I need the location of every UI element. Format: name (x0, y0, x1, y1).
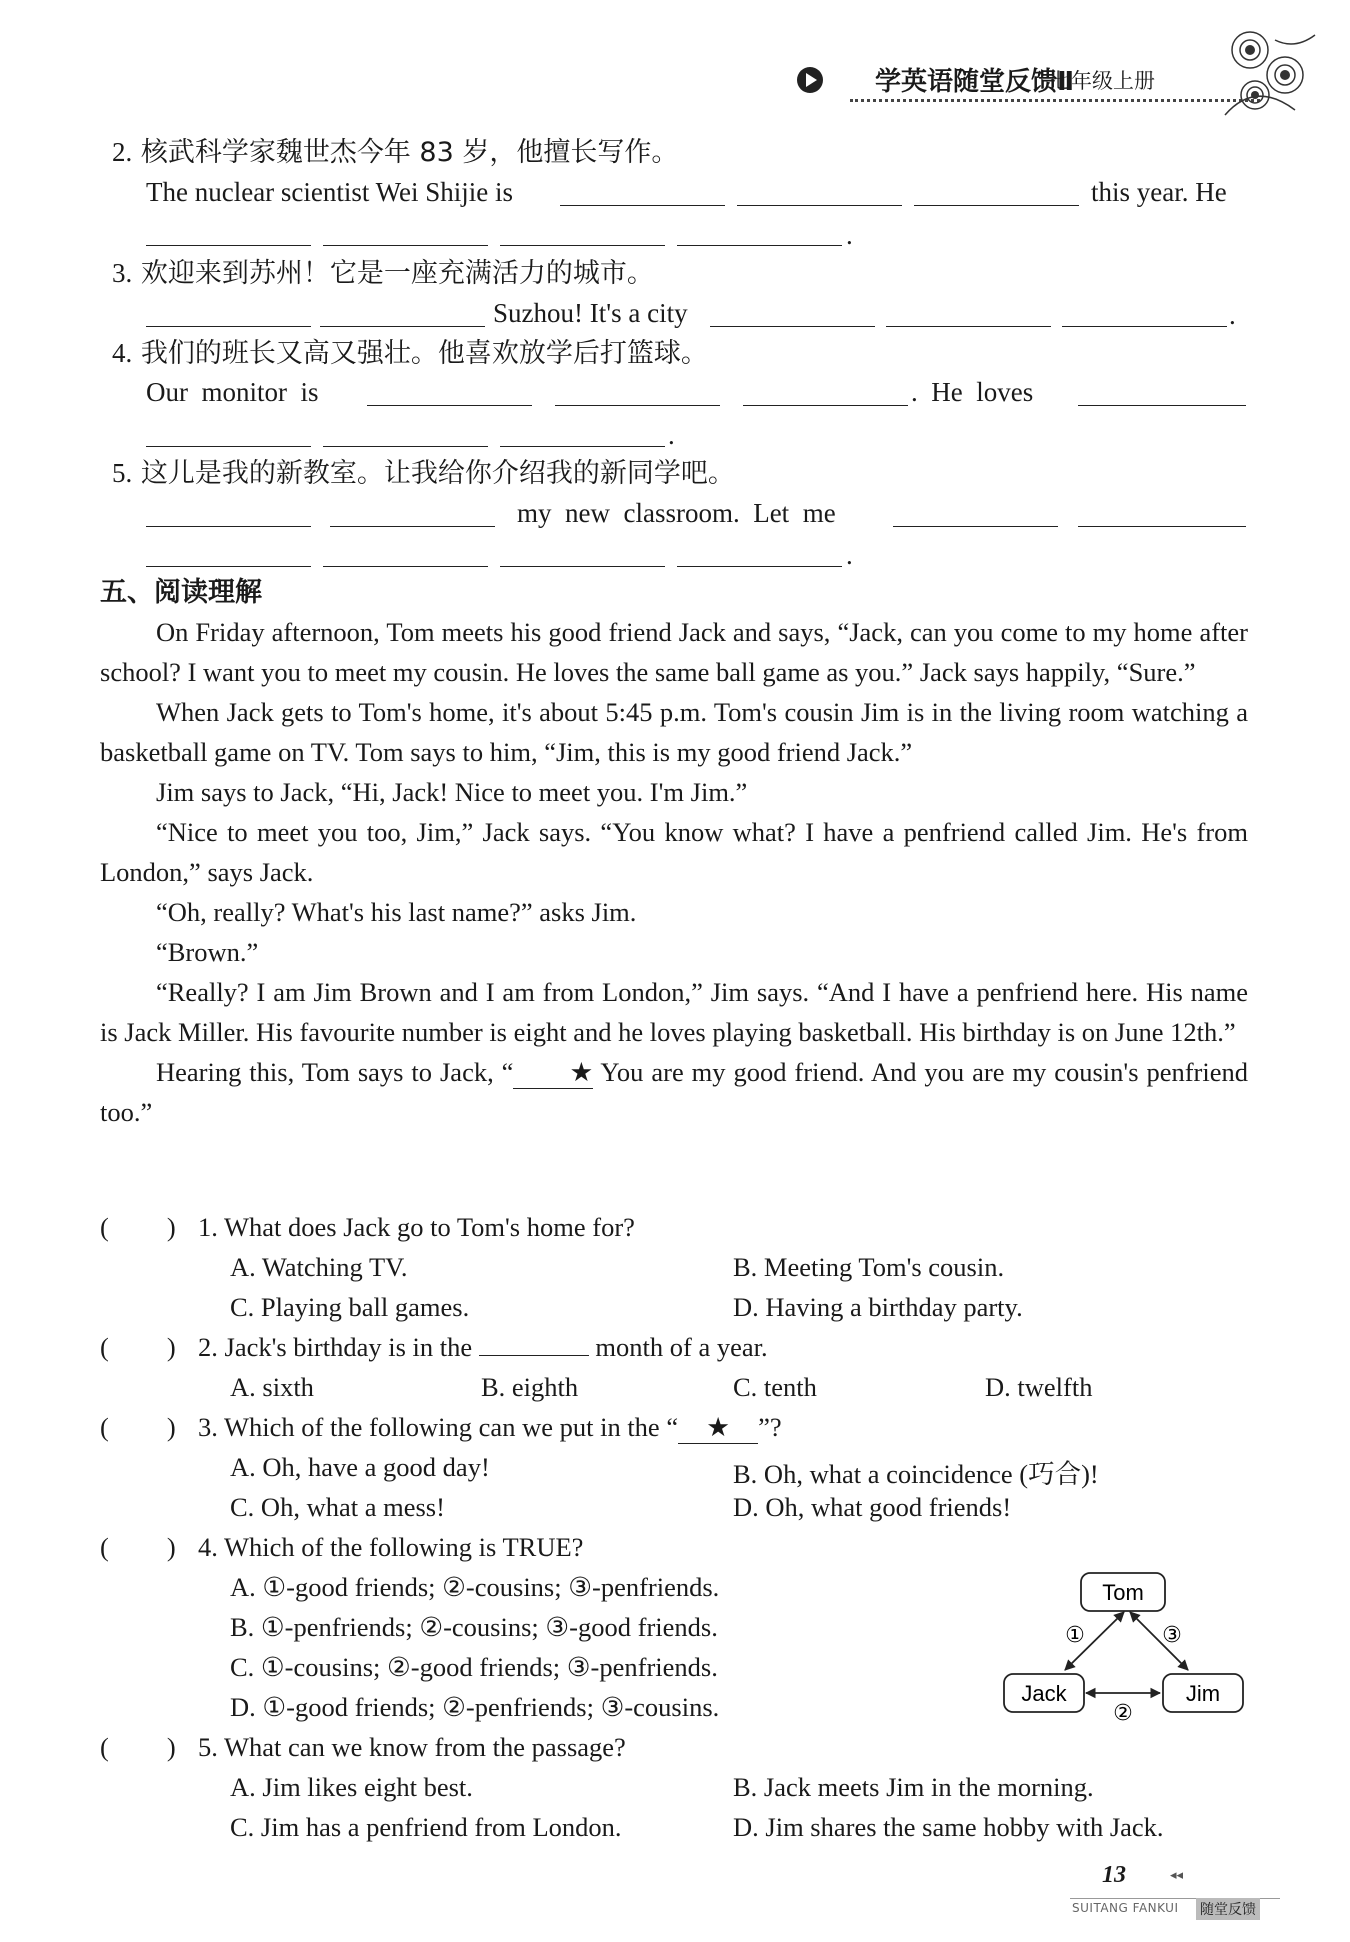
answer-blank[interactable] (677, 566, 842, 567)
translation-5-chinese: 5. 这儿是我的新教室。让我给你介绍我的新同学吧。 (112, 458, 735, 489)
play-icon (795, 65, 825, 95)
q3-option-b[interactable]: B. Oh, what a coincidence (巧合)! (733, 1459, 1099, 1489)
page-footer (1070, 1862, 1280, 1922)
answer-paren[interactable]: ( ) (100, 1212, 176, 1242)
q2-option-b[interactable]: B. eighth (481, 1372, 579, 1402)
translation-4-english-prefix: Our monitor is (146, 377, 319, 407)
period: . (846, 220, 853, 250)
page-number: 13 (1102, 1862, 1126, 1888)
question-3-stem: 3. Which of the following can we put in the “ ★ ”? (198, 1412, 782, 1443)
answer-blank[interactable] (146, 566, 311, 567)
answer-blank[interactable] (710, 326, 875, 327)
q5-option-d[interactable]: D. Jim shares the same hobby with Jack. (733, 1812, 1164, 1842)
q2-option-d[interactable]: D. twelfth (985, 1372, 1093, 1402)
q2-option-a[interactable]: A. sixth (230, 1372, 314, 1402)
star-icon: ★ (569, 1057, 594, 1088)
answer-blank[interactable] (323, 245, 488, 246)
passage-paragraph: “Oh, really? What's his last name?” asks Jim. (156, 897, 637, 927)
edge-label-1: ① (1065, 1623, 1085, 1648)
q2-option-c[interactable]: C. tenth (733, 1372, 817, 1402)
translation-3-chinese: 3. 欢迎来到苏州！它是一座充满活力的城市。 (112, 258, 654, 289)
question-2-stem: 2. Jack's birthday is in the month of a year. (198, 1332, 768, 1362)
period: . (668, 420, 675, 450)
translation-2-english-suffix: this year. He (1091, 177, 1227, 207)
answer-paren[interactable]: ( ) (100, 1332, 176, 1362)
reading-passage (100, 612, 1248, 1132)
q5-option-a[interactable]: A. Jim likes eight best. (230, 1772, 473, 1802)
answer-blank[interactable] (146, 446, 311, 447)
footer-brand-en: SUITANG FANKUI (1072, 1901, 1179, 1915)
translation-4-chinese: 4. 我们的班长又高又强壮。他喜欢放学后打篮球。 (112, 338, 708, 369)
answer-paren[interactable]: ( ) (100, 1532, 176, 1562)
footer-brand-cn: 随堂反馈 (1196, 1898, 1260, 1920)
answer-blank[interactable] (146, 326, 311, 327)
q3-option-c[interactable]: C. Oh, what a mess! (230, 1492, 445, 1522)
edge-label-2: ② (1113, 1701, 1133, 1726)
q1-option-b[interactable]: B. Meeting Tom's cousin. (733, 1252, 1005, 1282)
answer-blank[interactable] (500, 245, 665, 246)
answer-blank[interactable] (146, 526, 311, 527)
q4-option-c[interactable]: C. ①-cousins; ②-good friends; ③-penfriends. (230, 1652, 718, 1682)
star-blank (513, 1057, 593, 1089)
answer-blank[interactable] (886, 326, 1051, 327)
answer-blank[interactable] (320, 326, 485, 327)
q5-option-b[interactable]: B. Jack meets Jim in the morning. (733, 1772, 1094, 1802)
star-blank (678, 1412, 758, 1444)
q4-option-a[interactable]: A. ①-good friends; ②-cousins; ③-penfriends. (230, 1572, 720, 1602)
period: . (1229, 300, 1236, 330)
q1-option-d[interactable]: D. Having a birthday party. (733, 1292, 1023, 1322)
passage-paragraph: “Nice to meet you too, Jim,” Jack says. “You know what? I have a penfriend called Jim. He's from London,” says Jack. (100, 817, 1248, 887)
q1-option-c[interactable]: C. Playing ball games. (230, 1292, 470, 1322)
translation-2-chinese: 2. 核武科学家魏世杰今年 83 岁，他擅长写作。 (112, 137, 679, 168)
header-dotted-rule (850, 99, 1260, 102)
q4-option-d[interactable]: D. ①-good friends; ②-penfriends; ③-cousins. (230, 1692, 720, 1722)
answer-blank[interactable] (914, 205, 1079, 206)
answer-blank[interactable] (737, 205, 902, 206)
passage-paragraph: “Really? I am Jim Brown and I am from London,” Jim says. “And I have a penfriend here. His name is Jack Miller. His favourite number is eight and he loves playing basketball. His birthday is on June 12th.” (100, 977, 1248, 1047)
edge-label-3: ③ (1162, 1623, 1182, 1648)
page-header (790, 55, 1270, 115)
translation-4-english-mid: . He loves (911, 377, 1034, 407)
section-title: 五、阅读理解 (100, 577, 262, 608)
answer-blank[interactable] (1062, 326, 1227, 327)
passage-paragraph: Jim says to Jack, “Hi, Jack! Nice to meet you. I'm Jim.” (156, 777, 748, 807)
node-tom-label: Tom (1102, 1580, 1144, 1605)
answer-blank[interactable] (479, 1355, 589, 1356)
star-icon: ★ (706, 1412, 730, 1443)
node-jack-label: Jack (1021, 1681, 1067, 1706)
answer-blank[interactable] (500, 566, 665, 567)
translation-2-english-prefix: The nuclear scientist Wei Shijie is (146, 177, 513, 207)
period: . (846, 540, 853, 570)
question-4-stem: 4. Which of the following is TRUE? (198, 1532, 584, 1562)
passage-paragraph-last: Hearing this, Tom says to Jack, “ ★ You are my good friend. And you are my cousin's penfriend too.” (100, 1057, 1248, 1127)
answer-blank[interactable] (500, 446, 665, 447)
q5-option-c[interactable]: C. Jim has a penfriend from London. (230, 1812, 622, 1842)
answer-blank[interactable] (330, 526, 495, 527)
relationship-diagram (1000, 1570, 1250, 1730)
question-5-stem: 5. What can we know from the passage? (198, 1732, 626, 1762)
q4-option-b[interactable]: B. ①-penfriends; ②-cousins; ③-good friends. (230, 1612, 718, 1642)
answer-blank[interactable] (560, 205, 725, 206)
translation-3-english-mid: Suzhou! It's a city (493, 298, 688, 328)
q3-option-a[interactable]: A. Oh, have a good day! (230, 1452, 490, 1482)
answer-blank[interactable] (323, 566, 488, 567)
answer-paren[interactable]: ( ) (100, 1412, 176, 1442)
answer-blank[interactable] (743, 405, 908, 406)
passage-paragraph: “Brown.” (156, 937, 259, 967)
q3-option-d[interactable]: D. Oh, what good friends! (733, 1492, 1012, 1522)
answer-blank[interactable] (893, 526, 1058, 527)
answer-blank[interactable] (555, 405, 720, 406)
answer-blank[interactable] (367, 405, 532, 406)
answer-blank[interactable] (146, 245, 311, 246)
answer-blank[interactable] (1078, 405, 1246, 406)
node-jim-label: Jim (1185, 1681, 1221, 1706)
flower-decoration-icon (1215, 20, 1325, 130)
translation-5-english-mid: my new classroom. Let me (517, 498, 836, 528)
header-title: 学英语随堂反馈Ⅱ (875, 67, 1075, 97)
double-arrow-icon: ◂◂ (1170, 1868, 1184, 1883)
answer-paren[interactable]: ( ) (100, 1732, 176, 1762)
answer-blank[interactable] (323, 446, 488, 447)
header-subtitle: 七年级上册 (1050, 69, 1155, 93)
passage-paragraph: When Jack gets to Tom's home, it's about 5:45 p.m. Tom's cousin Jim is in the living room watching a basketball game on TV. Tom says to him, “Jim, this is my good friend Jack.” (100, 697, 1248, 767)
passage-paragraph: On Friday afternoon, Tom meets his good friend Jack and says, “Jack, can you come to my home after school? I want you to meet my cousin. He loves the same ball game as you.” Jack says happily, “Sure.” (100, 617, 1248, 687)
answer-blank[interactable] (1078, 526, 1246, 527)
answer-blank[interactable] (677, 245, 842, 246)
question-1-stem: 1. What does Jack go to Tom's home for? (198, 1212, 635, 1242)
q1-option-a[interactable]: A. Watching TV. (230, 1252, 408, 1282)
